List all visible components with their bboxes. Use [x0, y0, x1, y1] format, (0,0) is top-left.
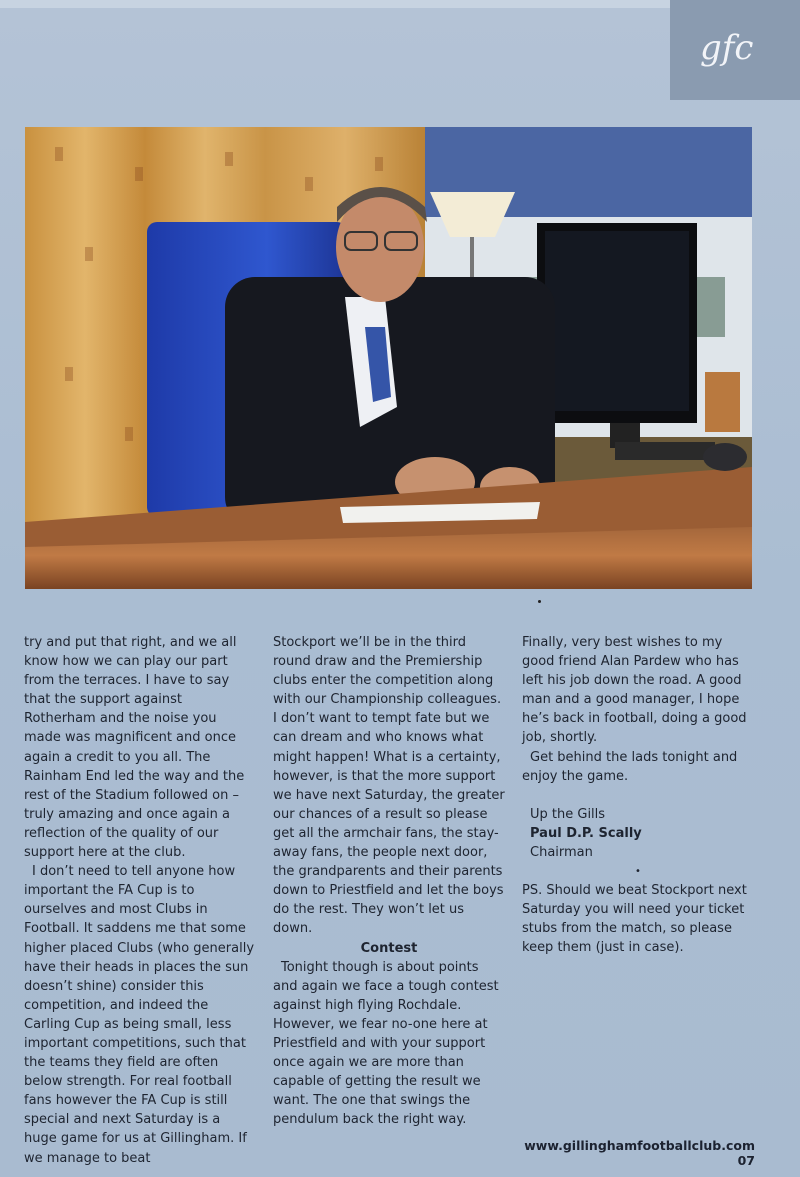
- signoff-line: Up the Gills: [530, 806, 606, 822]
- column-2: [273, 633, 505, 1129]
- footer-url-page: www.gillinghamfootballclub.com 07: [524, 1138, 755, 1168]
- column-3: [522, 633, 754, 957]
- contest-subheading: Contest: [360, 940, 418, 956]
- col2-paragraph-1: Stockport we’ll be in the third round draw and the Premiership clubs enter the competition along with our Championship colleagues. I don’t want to tempt fate but we can dream and who knows what might happen! What is a certainty, however, is that the more support we have next Saturday, the greater our chances of a result so please get all the armchair fans, the stay-away fans, the people next door, the grandparents and their parents down to Priestfield and let the boys do the rest. They won’t let us down.: [273, 635, 505, 937]
- logo-text: gfc: [700, 28, 754, 68]
- ps-paragraph: PS. Should we beat Stockport next Saturday you will need your ticket stubs from the match, so please keep them (just in case).: [522, 883, 747, 956]
- col1-paragraph-2: I don’t need to tell anyone how important the FA Cup is to ourselves and most Clubs in Football. It saddens me that some higher placed Clubs (who generally have their heads in places the sun doesn’t shine) consider this competition, and indeed the Carling Cup as being small, less important competitions, such that the teams they field are often below strength. For real football fans however the FA Cup is still special and next Saturday is a huge game for us at Gillingham. If we manage to beat: [24, 864, 255, 1166]
- column-1: [24, 633, 256, 1168]
- signoff: [522, 805, 754, 862]
- club-logo-box: [670, 0, 800, 100]
- signoff-name: Paul D.P. Scally: [530, 825, 642, 841]
- bullet-separator: •: [635, 866, 641, 878]
- col2-paragraph-2: Tonight though is about points and again we face a tough contest against high flying Rochdale. However, we fear no-one here at Priestfield and with your support once again we are more than capable of getting the result we want. The one that swings the pendulum back the right way.: [273, 959, 499, 1128]
- col1-paragraph-1: try and put that right, and we all know how we can play our part from the terraces. I have to say that the support against Rotherham and the noise you made was magnificent and once again a credit to you all. The Rainham End led the way and the rest of the Stadium followed on – truly amazing and once again a reflection of the quality of our support here at the club.: [24, 635, 245, 861]
- gfc-monogram-icon: [696, 25, 774, 75]
- signoff-title: Chairman: [530, 844, 593, 860]
- divider-dot: [538, 600, 541, 603]
- col3-paragraph-2: Get behind the lads tonight and enjoy the game.: [522, 749, 738, 784]
- col3-paragraph-1: Finally, very best wishes to my good friend Alan Pardew who has left his job down the road. A good man and a good manager, I hope he’s back in football, doing a good job, shortly.: [522, 635, 747, 746]
- chairman-photo: [25, 127, 752, 589]
- chairman-at-desk-photo: [25, 127, 752, 589]
